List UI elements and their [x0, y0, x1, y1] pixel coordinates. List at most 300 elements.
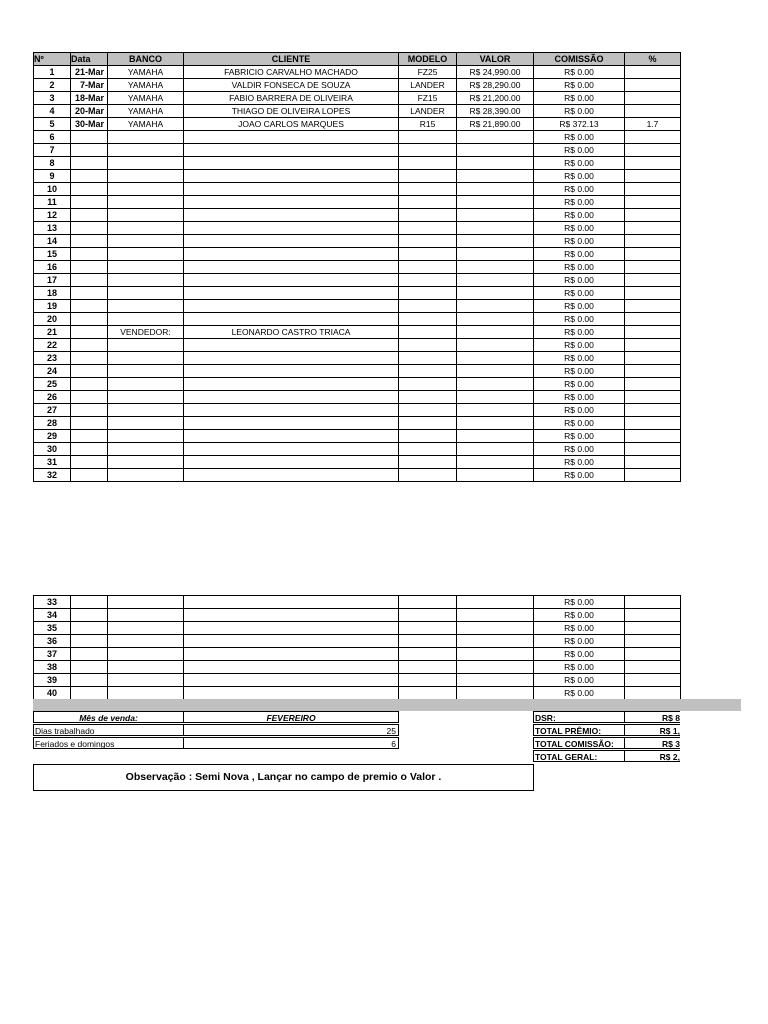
row-valor[interactable]: R$ 21,200.00 — [457, 92, 534, 105]
row-modelo[interactable] — [399, 417, 457, 430]
row-cliente[interactable] — [184, 469, 399, 482]
row-comissao[interactable]: R$ 0.00 — [534, 131, 625, 144]
row-data[interactable] — [71, 622, 108, 635]
row-valor[interactable] — [457, 183, 534, 196]
row-cliente[interactable] — [184, 209, 399, 222]
row-banco[interactable] — [108, 687, 184, 700]
row-valor[interactable] — [457, 248, 534, 261]
row-comissao[interactable]: R$ 0.00 — [534, 404, 625, 417]
row-valor[interactable] — [457, 417, 534, 430]
row-cliente[interactable] — [184, 674, 399, 687]
row-modelo[interactable] — [399, 687, 457, 700]
row-comissao[interactable]: R$ 0.00 — [534, 648, 625, 661]
row-cliente[interactable]: JOAO CARLOS MARQUES — [184, 118, 399, 131]
row-modelo[interactable] — [399, 391, 457, 404]
row-comissao[interactable]: R$ 0.00 — [534, 661, 625, 674]
row-numero[interactable]: 12 — [34, 209, 71, 222]
row-valor[interactable] — [457, 339, 534, 352]
row-percent[interactable] — [625, 235, 681, 248]
row-cliente[interactable] — [184, 609, 399, 622]
row-numero[interactable]: 27 — [34, 404, 71, 417]
row-valor[interactable]: R$ 28,390.00 — [457, 105, 534, 118]
row-numero[interactable]: 9 — [34, 170, 71, 183]
row-modelo[interactable] — [399, 430, 457, 443]
row-percent[interactable] — [625, 469, 681, 482]
row-comissao[interactable]: R$ 0.00 — [534, 326, 625, 339]
row-modelo[interactable] — [399, 635, 457, 648]
row-cliente[interactable] — [184, 287, 399, 300]
row-data[interactable] — [71, 248, 108, 261]
row-valor[interactable] — [457, 326, 534, 339]
row-comissao[interactable]: R$ 372.13 — [534, 118, 625, 131]
row-valor[interactable] — [457, 209, 534, 222]
row-banco[interactable] — [108, 378, 184, 391]
row-numero[interactable]: 23 — [34, 352, 71, 365]
row-comissao[interactable]: R$ 0.00 — [534, 79, 625, 92]
row-banco[interactable]: YAMAHA — [108, 79, 184, 92]
row-percent[interactable] — [625, 105, 681, 118]
row-modelo[interactable]: FZ25 — [399, 66, 457, 79]
row-valor[interactable] — [457, 144, 534, 157]
row-modelo[interactable] — [399, 365, 457, 378]
row-numero[interactable]: 7 — [34, 144, 71, 157]
row-banco[interactable] — [108, 300, 184, 313]
row-valor[interactable] — [457, 404, 534, 417]
row-percent[interactable] — [625, 365, 681, 378]
row-comissao[interactable]: R$ 0.00 — [534, 105, 625, 118]
row-cliente[interactable] — [184, 417, 399, 430]
row-comissao[interactable]: R$ 0.00 — [534, 391, 625, 404]
row-banco[interactable] — [108, 157, 184, 170]
row-numero[interactable]: 5 — [34, 118, 71, 131]
row-valor[interactable] — [457, 456, 534, 469]
row-percent[interactable] — [625, 622, 681, 635]
row-valor[interactable] — [457, 469, 534, 482]
row-comissao[interactable]: R$ 0.00 — [534, 170, 625, 183]
row-data[interactable] — [71, 287, 108, 300]
row-banco[interactable]: VENDEDOR: — [108, 326, 184, 339]
row-comissao[interactable]: R$ 0.00 — [534, 66, 625, 79]
row-cliente[interactable] — [184, 144, 399, 157]
row-percent[interactable] — [625, 287, 681, 300]
row-numero[interactable]: 37 — [34, 648, 71, 661]
row-percent[interactable] — [625, 92, 681, 105]
row-numero[interactable]: 1 — [34, 66, 71, 79]
row-valor[interactable]: R$ 21,890.00 — [457, 118, 534, 131]
row-numero[interactable]: 15 — [34, 248, 71, 261]
row-banco[interactable] — [108, 144, 184, 157]
row-data[interactable] — [71, 261, 108, 274]
row-numero[interactable]: 13 — [34, 222, 71, 235]
row-numero[interactable]: 6 — [34, 131, 71, 144]
row-banco[interactable] — [108, 430, 184, 443]
row-valor[interactable] — [457, 378, 534, 391]
row-percent[interactable] — [625, 635, 681, 648]
row-numero[interactable]: 33 — [34, 596, 71, 609]
row-comissao[interactable]: R$ 0.00 — [534, 248, 625, 261]
row-valor[interactable] — [457, 674, 534, 687]
row-data[interactable] — [71, 313, 108, 326]
row-banco[interactable] — [108, 674, 184, 687]
row-comissao[interactable]: R$ 0.00 — [534, 274, 625, 287]
row-data[interactable] — [71, 378, 108, 391]
row-valor[interactable] — [457, 196, 534, 209]
row-valor[interactable] — [457, 596, 534, 609]
row-banco[interactable] — [108, 131, 184, 144]
row-cliente[interactable]: FABRICIO CARVALHO MACHADO — [184, 66, 399, 79]
row-modelo[interactable] — [399, 222, 457, 235]
row-numero[interactable]: 34 — [34, 609, 71, 622]
row-modelo[interactable] — [399, 596, 457, 609]
row-comissao[interactable]: R$ 0.00 — [534, 635, 625, 648]
row-percent[interactable] — [625, 248, 681, 261]
row-banco[interactable] — [108, 635, 184, 648]
row-banco[interactable] — [108, 417, 184, 430]
row-numero[interactable]: 3 — [34, 92, 71, 105]
row-valor[interactable] — [457, 430, 534, 443]
row-cliente[interactable] — [184, 313, 399, 326]
row-banco[interactable] — [108, 365, 184, 378]
row-data[interactable] — [71, 144, 108, 157]
row-percent[interactable] — [625, 674, 681, 687]
row-data[interactable] — [71, 274, 108, 287]
row-modelo[interactable]: FZ15 — [399, 92, 457, 105]
row-modelo[interactable] — [399, 661, 457, 674]
row-comissao[interactable]: R$ 0.00 — [534, 622, 625, 635]
row-comissao[interactable]: R$ 0.00 — [534, 222, 625, 235]
row-banco[interactable] — [108, 339, 184, 352]
row-cliente[interactable] — [184, 456, 399, 469]
row-modelo[interactable] — [399, 648, 457, 661]
row-cliente[interactable] — [184, 196, 399, 209]
row-data[interactable]: 21-Mar — [71, 66, 108, 79]
row-modelo[interactable] — [399, 235, 457, 248]
row-numero[interactable]: 19 — [34, 300, 71, 313]
row-cliente[interactable]: THIAGO DE OLIVEIRA LOPES — [184, 105, 399, 118]
row-percent[interactable] — [625, 79, 681, 92]
row-comissao[interactable]: R$ 0.00 — [534, 209, 625, 222]
row-comissao[interactable]: R$ 0.00 — [534, 687, 625, 700]
row-data[interactable] — [71, 300, 108, 313]
row-cliente[interactable] — [184, 378, 399, 391]
row-data[interactable] — [71, 352, 108, 365]
row-numero[interactable]: 35 — [34, 622, 71, 635]
row-banco[interactable] — [108, 404, 184, 417]
row-cliente[interactable] — [184, 274, 399, 287]
row-percent[interactable] — [625, 404, 681, 417]
row-cliente[interactable] — [184, 596, 399, 609]
row-modelo[interactable] — [399, 443, 457, 456]
row-numero[interactable]: 24 — [34, 365, 71, 378]
row-banco[interactable] — [108, 391, 184, 404]
row-numero[interactable]: 17 — [34, 274, 71, 287]
row-percent[interactable] — [625, 661, 681, 674]
row-modelo[interactable] — [399, 469, 457, 482]
row-modelo[interactable] — [399, 209, 457, 222]
row-banco[interactable] — [108, 596, 184, 609]
row-data[interactable] — [71, 687, 108, 700]
row-modelo[interactable] — [399, 183, 457, 196]
row-percent[interactable] — [625, 313, 681, 326]
row-modelo[interactable] — [399, 157, 457, 170]
row-percent[interactable] — [625, 430, 681, 443]
row-comissao[interactable]: R$ 0.00 — [534, 183, 625, 196]
row-data[interactable] — [71, 404, 108, 417]
row-cliente[interactable] — [184, 648, 399, 661]
row-cliente[interactable] — [184, 430, 399, 443]
row-percent[interactable] — [625, 687, 681, 700]
row-percent[interactable] — [625, 170, 681, 183]
row-percent[interactable] — [625, 300, 681, 313]
row-data[interactable] — [71, 661, 108, 674]
row-data[interactable] — [71, 222, 108, 235]
row-cliente[interactable]: LEONARDO CASTRO TRIACA — [184, 326, 399, 339]
row-numero[interactable]: 30 — [34, 443, 71, 456]
row-cliente[interactable] — [184, 157, 399, 170]
row-modelo[interactable] — [399, 326, 457, 339]
row-cliente[interactable] — [184, 248, 399, 261]
row-banco[interactable] — [108, 287, 184, 300]
row-comissao[interactable]: R$ 0.00 — [534, 287, 625, 300]
row-valor[interactable] — [457, 131, 534, 144]
row-valor[interactable] — [457, 222, 534, 235]
row-cliente[interactable] — [184, 391, 399, 404]
row-modelo[interactable] — [399, 456, 457, 469]
row-comissao[interactable]: R$ 0.00 — [534, 157, 625, 170]
row-modelo[interactable] — [399, 261, 457, 274]
row-valor[interactable] — [457, 287, 534, 300]
row-modelo[interactable] — [399, 622, 457, 635]
row-percent[interactable] — [625, 378, 681, 391]
row-comissao[interactable]: R$ 0.00 — [534, 313, 625, 326]
row-percent[interactable] — [625, 196, 681, 209]
row-numero[interactable]: 18 — [34, 287, 71, 300]
row-cliente[interactable] — [184, 404, 399, 417]
row-numero[interactable]: 20 — [34, 313, 71, 326]
row-modelo[interactable] — [399, 300, 457, 313]
row-banco[interactable] — [108, 456, 184, 469]
row-percent[interactable] — [625, 596, 681, 609]
row-valor[interactable] — [457, 157, 534, 170]
row-data[interactable] — [71, 209, 108, 222]
row-comissao[interactable]: R$ 0.00 — [534, 300, 625, 313]
row-numero[interactable]: 8 — [34, 157, 71, 170]
row-comissao[interactable]: R$ 0.00 — [534, 365, 625, 378]
row-comissao[interactable]: R$ 0.00 — [534, 261, 625, 274]
row-numero[interactable]: 29 — [34, 430, 71, 443]
row-percent[interactable] — [625, 261, 681, 274]
row-percent[interactable]: 1.7 — [625, 118, 681, 131]
row-numero[interactable]: 32 — [34, 469, 71, 482]
row-comissao[interactable]: R$ 0.00 — [534, 417, 625, 430]
row-banco[interactable]: YAMAHA — [108, 105, 184, 118]
row-cliente[interactable]: VALDIR FONSECA DE SOUZA — [184, 79, 399, 92]
row-numero[interactable]: 31 — [34, 456, 71, 469]
row-modelo[interactable] — [399, 339, 457, 352]
row-valor[interactable] — [457, 261, 534, 274]
row-banco[interactable] — [108, 661, 184, 674]
row-comissao[interactable]: R$ 0.00 — [534, 92, 625, 105]
row-valor[interactable] — [457, 365, 534, 378]
row-valor[interactable] — [457, 170, 534, 183]
row-banco[interactable] — [108, 209, 184, 222]
row-comissao[interactable]: R$ 0.00 — [534, 339, 625, 352]
row-percent[interactable] — [625, 157, 681, 170]
row-data[interactable] — [71, 170, 108, 183]
row-cliente[interactable] — [184, 339, 399, 352]
row-percent[interactable] — [625, 456, 681, 469]
row-data[interactable] — [71, 131, 108, 144]
row-data[interactable] — [71, 469, 108, 482]
row-data[interactable] — [71, 365, 108, 378]
row-banco[interactable] — [108, 183, 184, 196]
row-data[interactable] — [71, 157, 108, 170]
row-cliente[interactable] — [184, 661, 399, 674]
row-data[interactable] — [71, 648, 108, 661]
row-cliente[interactable] — [184, 635, 399, 648]
row-cliente[interactable] — [184, 131, 399, 144]
row-valor[interactable] — [457, 313, 534, 326]
row-banco[interactable]: YAMAHA — [108, 118, 184, 131]
row-cliente[interactable] — [184, 622, 399, 635]
row-percent[interactable] — [625, 339, 681, 352]
row-cliente[interactable] — [184, 235, 399, 248]
row-valor[interactable] — [457, 300, 534, 313]
row-numero[interactable]: 28 — [34, 417, 71, 430]
row-numero[interactable]: 22 — [34, 339, 71, 352]
row-modelo[interactable] — [399, 170, 457, 183]
row-comissao[interactable]: R$ 0.00 — [534, 596, 625, 609]
row-data[interactable] — [71, 339, 108, 352]
row-banco[interactable] — [108, 248, 184, 261]
row-data[interactable] — [71, 609, 108, 622]
row-banco[interactable] — [108, 222, 184, 235]
row-percent[interactable] — [625, 352, 681, 365]
row-data[interactable] — [71, 443, 108, 456]
row-percent[interactable] — [625, 183, 681, 196]
row-cliente[interactable] — [184, 222, 399, 235]
row-data[interactable]: 7-Mar — [71, 79, 108, 92]
row-numero[interactable]: 39 — [34, 674, 71, 687]
row-modelo[interactable] — [399, 196, 457, 209]
row-valor[interactable]: R$ 28,290.00 — [457, 79, 534, 92]
row-numero[interactable]: 16 — [34, 261, 71, 274]
row-data[interactable]: 20-Mar — [71, 105, 108, 118]
row-banco[interactable] — [108, 648, 184, 661]
row-comissao[interactable]: R$ 0.00 — [534, 674, 625, 687]
row-data[interactable] — [71, 430, 108, 443]
row-data[interactable] — [71, 635, 108, 648]
row-valor[interactable] — [457, 391, 534, 404]
row-numero[interactable]: 21 — [34, 326, 71, 339]
row-cliente[interactable] — [184, 687, 399, 700]
row-percent[interactable] — [625, 326, 681, 339]
row-modelo[interactable] — [399, 248, 457, 261]
row-comissao[interactable]: R$ 0.00 — [534, 443, 625, 456]
row-comissao[interactable]: R$ 0.00 — [534, 144, 625, 157]
row-valor[interactable] — [457, 687, 534, 700]
row-comissao[interactable]: R$ 0.00 — [534, 430, 625, 443]
row-banco[interactable] — [108, 443, 184, 456]
row-percent[interactable] — [625, 648, 681, 661]
row-banco[interactable] — [108, 622, 184, 635]
row-valor[interactable] — [457, 235, 534, 248]
row-modelo[interactable] — [399, 287, 457, 300]
row-valor[interactable]: R$ 24,990.00 — [457, 66, 534, 79]
row-percent[interactable] — [625, 209, 681, 222]
row-numero[interactable]: 10 — [34, 183, 71, 196]
row-data[interactable] — [71, 456, 108, 469]
row-data[interactable] — [71, 183, 108, 196]
row-percent[interactable] — [625, 66, 681, 79]
row-comissao[interactable]: R$ 0.00 — [534, 235, 625, 248]
row-data[interactable]: 30-Mar — [71, 118, 108, 131]
row-numero[interactable]: 36 — [34, 635, 71, 648]
row-valor[interactable] — [457, 648, 534, 661]
row-modelo[interactable]: LANDER — [399, 105, 457, 118]
row-numero[interactable]: 25 — [34, 378, 71, 391]
row-valor[interactable] — [457, 622, 534, 635]
row-banco[interactable] — [108, 261, 184, 274]
row-valor[interactable] — [457, 609, 534, 622]
row-modelo[interactable]: LANDER — [399, 79, 457, 92]
row-comissao[interactable]: R$ 0.00 — [534, 352, 625, 365]
row-data[interactable] — [71, 596, 108, 609]
row-cliente[interactable] — [184, 352, 399, 365]
row-cliente[interactable] — [184, 261, 399, 274]
row-modelo[interactable] — [399, 404, 457, 417]
row-modelo[interactable] — [399, 609, 457, 622]
row-data[interactable] — [71, 326, 108, 339]
row-data[interactable] — [71, 391, 108, 404]
row-valor[interactable] — [457, 661, 534, 674]
row-banco[interactable] — [108, 170, 184, 183]
row-banco[interactable]: YAMAHA — [108, 66, 184, 79]
row-percent[interactable] — [625, 274, 681, 287]
row-modelo[interactable] — [399, 352, 457, 365]
row-percent[interactable] — [625, 443, 681, 456]
row-comissao[interactable]: R$ 0.00 — [534, 456, 625, 469]
row-comissao[interactable]: R$ 0.00 — [534, 469, 625, 482]
row-numero[interactable]: 14 — [34, 235, 71, 248]
row-banco[interactable] — [108, 196, 184, 209]
row-numero[interactable]: 4 — [34, 105, 71, 118]
row-valor[interactable] — [457, 635, 534, 648]
row-banco[interactable] — [108, 609, 184, 622]
row-data[interactable] — [71, 417, 108, 430]
row-percent[interactable] — [625, 131, 681, 144]
row-cliente[interactable] — [184, 170, 399, 183]
row-banco[interactable] — [108, 469, 184, 482]
row-data[interactable]: 18-Mar — [71, 92, 108, 105]
row-data[interactable] — [71, 196, 108, 209]
row-modelo[interactable] — [399, 378, 457, 391]
row-modelo[interactable] — [399, 274, 457, 287]
row-numero[interactable]: 11 — [34, 196, 71, 209]
row-cliente[interactable]: FABIO BARRERA DE OLIVEIRA — [184, 92, 399, 105]
row-valor[interactable] — [457, 352, 534, 365]
row-cliente[interactable] — [184, 443, 399, 456]
row-banco[interactable] — [108, 352, 184, 365]
row-valor[interactable] — [457, 274, 534, 287]
row-data[interactable] — [71, 674, 108, 687]
row-percent[interactable] — [625, 391, 681, 404]
row-percent[interactable] — [625, 222, 681, 235]
row-cliente[interactable] — [184, 183, 399, 196]
row-percent[interactable] — [625, 144, 681, 157]
row-percent[interactable] — [625, 417, 681, 430]
row-cliente[interactable] — [184, 300, 399, 313]
